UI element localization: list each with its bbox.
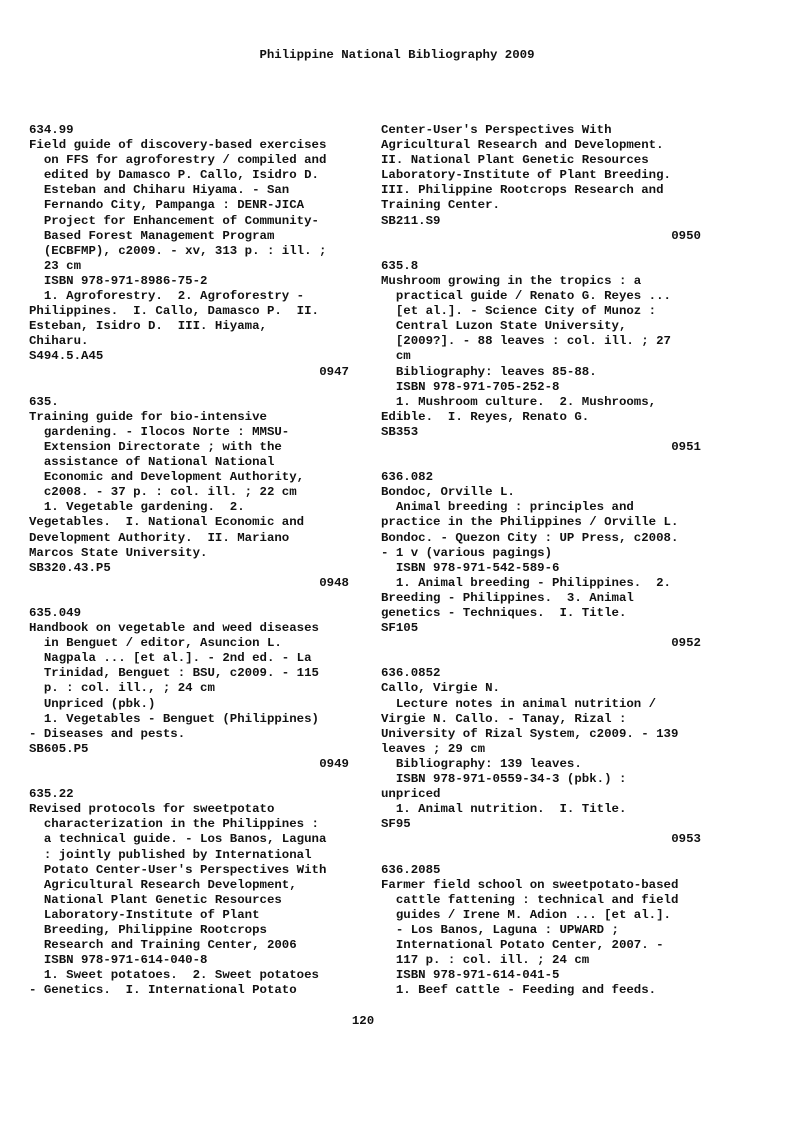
bibliography-line: practice in the Philippines / Orville L. (381, 515, 679, 530)
bibliography-line: Lecture notes in animal nutrition / (381, 696, 657, 711)
bibliography-line: [2009?]. - 88 leaves : col. ill. ; 27 (381, 334, 671, 349)
bibliography-line: : jointly published by International (29, 847, 312, 862)
bibliography-line (29, 591, 349, 606)
bibliography-line: genetics - Techniques. I. Title. (381, 606, 627, 620)
bibliography-line: guides / Irene M. Adion ... [et al.]. (381, 907, 671, 922)
bibliography-line: 1. Beef cattle - Feeding and feeds. (381, 983, 657, 998)
bibliography-line (29, 380, 349, 395)
bibliography-line: ISBN 978-971-0559-34-3 (pbk.) : (381, 772, 627, 787)
bibliography-line: Edible. I. Reyes, Renato G. (381, 409, 590, 424)
bibliography-line: International Potato Center, 2007. - (381, 938, 664, 953)
bibliography-line: ISBN 978-971-614-041-5 (381, 968, 560, 983)
entry-number: 0952 (671, 636, 701, 651)
bibliography-line: ISBN 978-971-542-589-6 (381, 560, 560, 575)
bibliography-line: Unpriced (pbk.) (29, 696, 156, 711)
bibliography-line: Center-User's Perspectives With (381, 123, 612, 137)
bibliography-line: Virgie N. Callo. - Tanay, Rizal : (381, 711, 627, 726)
bibliography-line: Callo, Virgie N. (381, 681, 500, 696)
bibliography-line: Breeding - Philippines. 3. Animal (381, 590, 634, 605)
bibliography-line: Potato Center-User's Perspectives With (29, 862, 327, 877)
bibliography-line: Agricultural Research and Development. (381, 138, 664, 153)
bibliography-line: Animal breeding : principles and (381, 500, 634, 515)
bibliography-line: Economic and Development Authority, (29, 470, 305, 485)
bibliography-line (381, 848, 701, 863)
bibliography-line: Development Authority. II. Mariano (29, 530, 290, 545)
right-column (381, 123, 701, 998)
bibliography-line: SB320.43.P5 (29, 560, 111, 575)
bibliography-line: II. National Plant Genetic Resources (381, 153, 649, 168)
bibliography-line: SB353 (381, 424, 419, 439)
bibliography-line: 23 cm (29, 258, 82, 273)
bibliography-line: SF95 (381, 817, 411, 832)
bibliography-line: Marcos State University. (29, 545, 208, 560)
bibliography-line: Fernando City, Pampanga : DENR-JICA (29, 198, 305, 213)
bibliography-line: assistance of National National (29, 455, 275, 470)
bibliography-line: 117 p. : col. ill. ; 24 cm (381, 953, 590, 968)
bibliography-line (381, 651, 701, 666)
entry-number: 0949 (319, 756, 349, 771)
bibliography-line: unpriced (381, 787, 441, 802)
left-column (29, 123, 349, 998)
bibliography-line: 636.0852 (381, 666, 441, 681)
bibliography-line: ISBN 978-971-705-252-8 (381, 379, 560, 394)
bibliography-line: S494.5.A45 (29, 349, 104, 364)
bibliography-line: 1. Animal breeding - Philippines. 2. (381, 575, 671, 590)
bibliography-line: ISBN 978-971-8986-75-2 (29, 273, 208, 288)
bibliography-line: 1. Vegetable gardening. 2. (29, 500, 245, 515)
bibliography-line: Vegetables. I. National Economic and (29, 515, 305, 530)
bibliography-line: Extension Directorate ; with the (29, 439, 282, 454)
bibliography-line: Central Luzon State University, (381, 319, 627, 334)
bibliography-line: Esteban, Isidro D. III. Hiyama, (29, 319, 267, 334)
bibliography-line: Based Forest Management Program (29, 228, 275, 243)
bibliography-line: Agricultural Research Development, (29, 877, 297, 892)
bibliography-line: 1. Animal nutrition. I. Title. (381, 802, 627, 817)
bibliography-line: National Plant Genetic Resources (29, 892, 282, 907)
bibliography-line: SF105 (381, 621, 419, 636)
bibliography-line: 635.8 (381, 258, 419, 273)
bibliography-line: 636.082 (381, 470, 434, 485)
bibliography-line (29, 772, 349, 787)
bibliography-line: - Los Banos, Laguna : UPWARD ; (381, 922, 619, 937)
bibliography-line: 635. (29, 394, 59, 409)
bibliography-line: 1. Agroforestry. 2. Agroforestry - (29, 289, 305, 304)
bibliography-line: Chiharu. (29, 334, 89, 349)
bibliography-line: Handbook on vegetable and weed diseases (29, 621, 319, 636)
bibliography-line: practical guide / Renato G. Reyes ... (381, 289, 671, 304)
bibliography-line: a technical guide. - Los Banos, Laguna (29, 832, 327, 847)
bibliography-line: 635.22 (29, 787, 74, 802)
page-header-title: Philippine National Bibliography 2009 (259, 48, 535, 62)
bibliography-line: in Benguet / editor, Asuncion L. (29, 636, 282, 651)
bibliography-line: characterization in the Philippines : (29, 817, 319, 832)
bibliography-line: 635.049 (29, 606, 82, 620)
bibliography-line: edited by Damasco P. Callo, Isidro D. (29, 168, 319, 183)
bibliography-line: 1. Sweet potatoes. 2. Sweet potatoes (29, 968, 319, 983)
bibliography-line: Breeding, Philippine Rootcrops (29, 922, 267, 937)
bibliography-line: Philippines. I. Callo, Damasco P. II. (29, 304, 319, 319)
bibliography-line: SB211.S9 (381, 213, 441, 228)
bibliography-line: Revised protocols for sweetpotato (29, 802, 275, 817)
bibliography-line: - 1 v (various pagings) (381, 545, 553, 560)
bibliography-line: 1. Vegetables - Benguet (Philippines) (29, 711, 319, 726)
bibliography-line: Research and Training Center, 2006 (29, 938, 297, 953)
entry-number: 0953 (671, 832, 701, 847)
bibliography-line: Trinidad, Benguet : BSU, c2009. - 115 (29, 666, 319, 681)
bibliography-line: - Genetics. I. International Potato (29, 983, 297, 998)
bibliography-line: cattle fattening : technical and field (381, 892, 679, 907)
bibliography-line: 634.99 (29, 123, 74, 137)
bibliography-line: Bondoc, Orville L. (381, 485, 515, 500)
bibliography-line: Nagpala ... [et al.]. - 2nd ed. - La (29, 651, 312, 666)
bibliography-line: ISBN 978-971-614-040-8 (29, 953, 208, 968)
bibliography-line: c2008. - 37 p. : col. ill. ; 22 cm (29, 485, 297, 500)
bibliography-line: Laboratory-Institute of Plant Breeding. (381, 168, 671, 183)
bibliography-line: Bibliography: 139 leaves. (381, 756, 582, 771)
bibliography-line: Field guide of discovery-based exercises (29, 138, 327, 153)
bibliography-line: Bondoc. - Quezon City : UP Press, c2008. (381, 530, 679, 545)
bibliography-line: gardening. - Ilocos Norte : MMSU- (29, 424, 290, 439)
bibliography-line: - Diseases and pests. (29, 726, 186, 741)
bibliography-line: Farmer field school on sweetpotato-based (381, 877, 679, 892)
bibliography-line: Esteban and Chiharu Hiyama. - San (29, 183, 290, 198)
entry-number: 0947 (319, 364, 349, 379)
bibliography-line: III. Philippine Rootcrops Research and (381, 183, 664, 198)
bibliography-line: Training Center. (381, 198, 500, 213)
bibliography-line: SB605.P5 (29, 741, 89, 756)
entry-number: 0950 (671, 228, 701, 243)
bibliography-line: cm (381, 349, 411, 364)
bibliography-line (381, 244, 701, 259)
bibliography-line: Mushroom growing in the tropics : a (381, 273, 642, 288)
bibliography-line: 1. Mushroom culture. 2. Mushrooms, (381, 394, 657, 409)
entry-number: 0948 (319, 575, 349, 590)
bibliography-line: Project for Enhancement of Community- (29, 213, 319, 228)
bibliography-line: Training guide for bio-intensive (29, 409, 267, 424)
bibliography-line: University of Rizal System, c2009. - 139 (381, 726, 679, 741)
bibliography-line (381, 455, 701, 470)
bibliography-line: 636.2085 (381, 862, 441, 877)
bibliography-line: Bibliography: leaves 85-88. (381, 364, 597, 379)
bibliography-line: (ECBFMP), c2009. - xv, 313 p. : ill. ; (29, 243, 327, 258)
bibliography-line: on FFS for agroforestry / compiled and (29, 153, 327, 168)
bibliography-line: p. : col. ill., ; 24 cm (29, 681, 215, 696)
entry-number: 0951 (671, 439, 701, 454)
bibliography-line: [et al.]. - Science City of Munoz : (381, 304, 657, 319)
bibliography-line: leaves ; 29 cm (381, 741, 486, 756)
page-number: 120 (351, 1014, 375, 1028)
bibliography-line: Laboratory-Institute of Plant (29, 907, 260, 922)
